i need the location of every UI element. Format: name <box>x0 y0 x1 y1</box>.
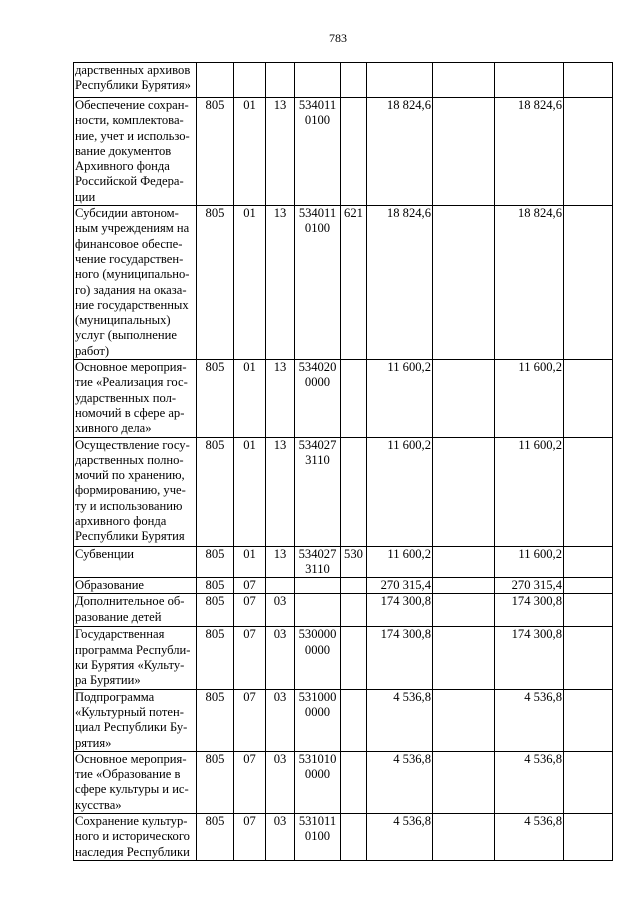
empty-cell <box>433 813 495 860</box>
empty-cell <box>433 627 495 689</box>
name-cell: Сохранение культур- ного и исторического наследия Республики <box>74 813 197 860</box>
name-cell: Обеспечение сохран- ности, комплектова- ние, учет и использо- вание документов Архивного фонда Российской Федера- ции <box>74 98 197 206</box>
empty-cell <box>564 437 613 546</box>
name-cell: Субвенции <box>74 546 197 578</box>
expense-type-cell <box>341 98 367 206</box>
ministry-code-cell: 805 <box>197 546 234 578</box>
section-cell: 01 <box>234 98 266 206</box>
name-cell: Основное мероприя- тие «Реализация гос- ударственных пол- номочий в сфере ар- хивного дела» <box>74 360 197 437</box>
amount-cell: 11 600,2 <box>367 360 433 437</box>
amount-total-cell: 4 536,8 <box>495 813 564 860</box>
subsection-cell: 03 <box>266 594 295 627</box>
empty-cell <box>433 63 495 98</box>
empty-cell <box>564 546 613 578</box>
empty-cell <box>564 360 613 437</box>
table-row <box>74 360 613 437</box>
empty-cell <box>433 98 495 206</box>
expense-type-cell <box>341 813 367 860</box>
table-row <box>74 63 613 98</box>
subsection-cell: 03 <box>266 689 295 751</box>
target-article-cell: 530000 0000 <box>295 627 341 689</box>
amount-cell: 4 536,8 <box>367 689 433 751</box>
empty-cell <box>433 206 495 360</box>
section-cell: 07 <box>234 578 266 594</box>
amount-cell: 270 315,4 <box>367 578 433 594</box>
target-article-cell <box>295 594 341 627</box>
amount-total-cell: 4 536,8 <box>495 689 564 751</box>
amount-cell: 174 300,8 <box>367 594 433 627</box>
amount-total-cell: 18 824,6 <box>495 98 564 206</box>
empty-cell <box>564 627 613 689</box>
name-cell: Основное мероприя- тие «Образование в сфере культуры и ис- кусства» <box>74 751 197 813</box>
table-row <box>74 627 613 689</box>
amount-cell: 18 824,6 <box>367 98 433 206</box>
subsection-cell: 13 <box>266 98 295 206</box>
name-cell: Осуществление госу- дарственных полно- мочий по хранению, формированию, уче- ту и использованию архивного фонда Республики Бурятия <box>74 437 197 546</box>
section-cell: 07 <box>234 751 266 813</box>
subsection-cell: 03 <box>266 813 295 860</box>
table-row <box>74 689 613 751</box>
ministry-code-cell: 805 <box>197 578 234 594</box>
table-row <box>74 751 613 813</box>
expense-type-cell <box>341 578 367 594</box>
amount-cell <box>367 63 433 98</box>
target-article-cell: 531010 0000 <box>295 751 341 813</box>
subsection-cell: 13 <box>266 437 295 546</box>
amount-cell: 11 600,2 <box>367 546 433 578</box>
empty-cell <box>433 546 495 578</box>
expense-type-cell: 530 <box>341 546 367 578</box>
table-row <box>74 206 613 360</box>
table-row <box>74 813 613 860</box>
ministry-code-cell: 805 <box>197 594 234 627</box>
expense-type-cell <box>341 437 367 546</box>
section-cell: 01 <box>234 546 266 578</box>
empty-cell <box>433 437 495 546</box>
ministry-code-cell: 805 <box>197 98 234 206</box>
amount-total-cell: 270 315,4 <box>495 578 564 594</box>
empty-cell <box>564 63 613 98</box>
ministry-code-cell: 805 <box>197 751 234 813</box>
section-cell: 07 <box>234 627 266 689</box>
empty-cell <box>564 98 613 206</box>
empty-cell <box>433 751 495 813</box>
empty-cell <box>564 206 613 360</box>
subsection-cell: 13 <box>266 206 295 360</box>
empty-cell <box>564 813 613 860</box>
empty-cell <box>564 689 613 751</box>
table-body <box>74 63 613 861</box>
section-cell: 01 <box>234 360 266 437</box>
target-article-cell <box>295 578 341 594</box>
ministry-code-cell: 805 <box>197 813 234 860</box>
amount-cell: 18 824,6 <box>367 206 433 360</box>
target-article-cell: 534020 0000 <box>295 360 341 437</box>
expense-type-cell <box>341 594 367 627</box>
target-article-cell <box>295 63 341 98</box>
amount-cell: 4 536,8 <box>367 751 433 813</box>
ministry-code-cell: 805 <box>197 437 234 546</box>
expense-type-cell: 621 <box>341 206 367 360</box>
empty-cell <box>564 578 613 594</box>
empty-cell <box>433 689 495 751</box>
target-article-cell: 531000 0000 <box>295 689 341 751</box>
subsection-cell: 13 <box>266 546 295 578</box>
section-cell <box>234 63 266 98</box>
name-cell: Государственная программа Республи- ки Бурятия «Культу- ра Бурятии» <box>74 627 197 689</box>
ministry-code-cell: 805 <box>197 360 234 437</box>
amount-total-cell <box>495 63 564 98</box>
target-article-cell: 534011 0100 <box>295 98 341 206</box>
name-cell: дарственных архивов Республики Бурятия» <box>74 63 197 98</box>
target-article-cell: 534027 3110 <box>295 437 341 546</box>
table-row <box>74 578 613 594</box>
empty-cell <box>433 578 495 594</box>
empty-cell <box>564 594 613 627</box>
ministry-code-cell: 805 <box>197 689 234 751</box>
amount-total-cell: 174 300,8 <box>495 594 564 627</box>
section-cell: 07 <box>234 813 266 860</box>
subsection-cell <box>266 578 295 594</box>
expense-type-cell <box>341 63 367 98</box>
section-cell: 07 <box>234 689 266 751</box>
expense-type-cell <box>341 689 367 751</box>
target-article-cell: 534011 0100 <box>295 206 341 360</box>
ministry-code-cell: 805 <box>197 627 234 689</box>
target-article-cell: 534027 3110 <box>295 546 341 578</box>
section-cell: 01 <box>234 206 266 360</box>
subsection-cell: 03 <box>266 751 295 813</box>
budget-table <box>73 62 613 861</box>
ministry-code-cell <box>197 63 234 98</box>
amount-total-cell: 18 824,6 <box>495 206 564 360</box>
amount-total-cell: 11 600,2 <box>495 360 564 437</box>
subsection-cell: 03 <box>266 627 295 689</box>
expense-type-cell <box>341 751 367 813</box>
table-row <box>74 546 613 578</box>
name-cell: Образование <box>74 578 197 594</box>
table-row <box>74 594 613 627</box>
section-cell: 07 <box>234 594 266 627</box>
empty-cell <box>433 594 495 627</box>
empty-cell <box>564 751 613 813</box>
name-cell: Субсидии автоном- ным учреждениям на финансовое обеспе- чение государствен- ного (муниципально- го) задания на оказа- ние государственных (муниципальных) услуг (выполнение работ) <box>74 206 197 360</box>
amount-total-cell: 11 600,2 <box>495 546 564 578</box>
expense-type-cell <box>341 627 367 689</box>
page-number: 783 <box>329 31 347 45</box>
section-cell: 01 <box>234 437 266 546</box>
name-cell: Подпрограмма «Культурный потен- циал Республики Бу- рятия» <box>74 689 197 751</box>
amount-cell: 4 536,8 <box>367 813 433 860</box>
amount-cell: 174 300,8 <box>367 627 433 689</box>
table-row <box>74 437 613 546</box>
expense-type-cell <box>341 360 367 437</box>
subsection-cell: 13 <box>266 360 295 437</box>
table-row <box>74 98 613 206</box>
amount-total-cell: 11 600,2 <box>495 437 564 546</box>
name-cell: Дополнительное об- разование детей <box>74 594 197 627</box>
subsection-cell <box>266 63 295 98</box>
target-article-cell: 531011 0100 <box>295 813 341 860</box>
amount-total-cell: 4 536,8 <box>495 751 564 813</box>
amount-cell: 11 600,2 <box>367 437 433 546</box>
ministry-code-cell: 805 <box>197 206 234 360</box>
empty-cell <box>433 360 495 437</box>
amount-total-cell: 174 300,8 <box>495 627 564 689</box>
